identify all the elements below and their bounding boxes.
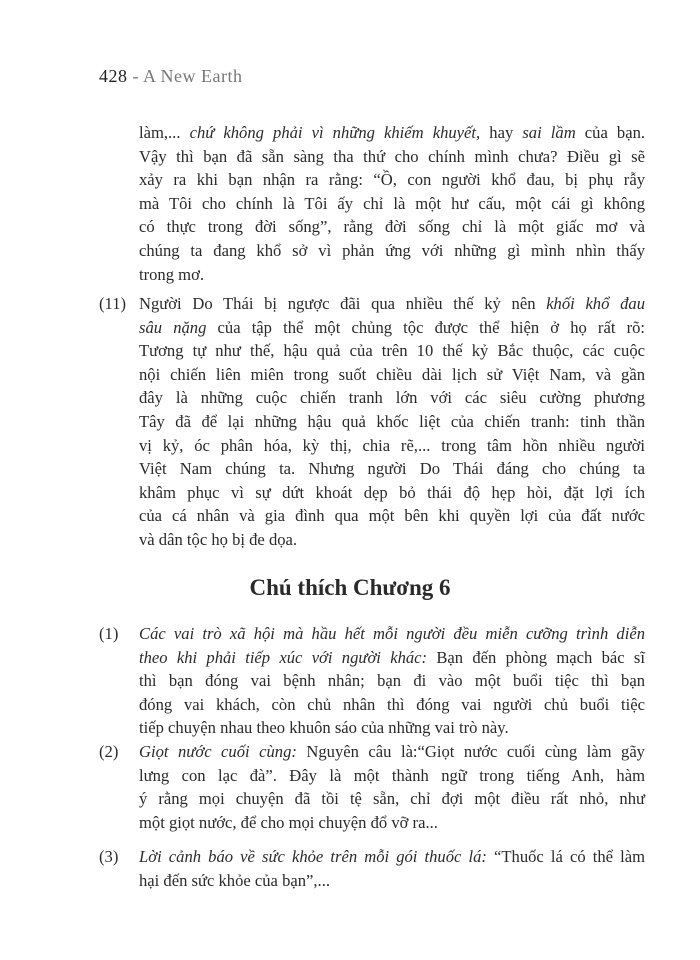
text-line — [139, 292, 645, 316]
note-2-body — [99, 740, 645, 834]
note-11-body — [99, 292, 645, 552]
text-run: vị kỷ, óc phân hóa, kỳ thị, chia rẽ,... trong tâm hồn nhiều người — [139, 435, 645, 455]
text-run: Việt Nam chúng ta. Nhưng người Do Thái đáng cho chúng ta — [139, 459, 645, 479]
text-run: của bạn. — [575, 123, 646, 142]
text-run: mà Tôi cho chính là Tôi ấy chỉ là một hư cấu, một cái gì không — [139, 193, 645, 213]
note-text — [139, 292, 645, 552]
continued-note — [99, 121, 645, 286]
italic-run: sâu nặng — [139, 317, 207, 337]
text-run: Người Do Thái bị ngược đãi qua nhiều thế kỷ nên — [139, 294, 547, 313]
text-run: Vậy thì bạn đã sẵn sàng tha thứ cho chính mình chưa? Điều gì sẽ — [139, 146, 645, 166]
page-number: 428 — [99, 66, 128, 86]
note-text — [139, 121, 645, 286]
text-line — [139, 145, 645, 169]
text-line — [139, 669, 645, 693]
italic-run: theo khi phải tiếp xúc với người khác: — [139, 647, 428, 667]
text-line — [139, 764, 645, 788]
text-run: làm,... — [139, 123, 190, 142]
chapter-heading: Chú thích Chương 6 — [249, 575, 451, 600]
text-run: tiếp chuyện nhau theo khuôn sáo của những vai trò này. — [139, 718, 509, 738]
text-run: Tương tự như thế, hậu quả của trên 10 thế kỷ Bắc thuộc, các cuộc — [139, 341, 645, 361]
text-run: “Thuốc lá có thể làm — [486, 847, 645, 866]
text-line — [139, 481, 645, 505]
text-line — [139, 845, 645, 869]
text-line — [139, 434, 645, 458]
text-run: hại đến sức khỏe của bạn”,... — [139, 870, 330, 890]
text-line — [139, 192, 645, 216]
text-run: trong mơ. — [139, 264, 205, 284]
text-line — [139, 504, 645, 528]
header-separator: - — [127, 66, 144, 86]
italic-run: khối khổ đau — [546, 294, 645, 313]
running-header — [99, 66, 243, 87]
text-line — [139, 386, 645, 410]
text-run: một giọt nước, để cho mọi chuyện đổ vỡ ra... — [139, 812, 438, 832]
text-line — [139, 410, 645, 434]
text-line — [139, 740, 645, 764]
note-11 — [99, 292, 645, 552]
text-run: Tây đã để lại những hậu quả khốc liệt của chiến tranh: tinh thần — [139, 411, 645, 431]
text-line — [139, 716, 645, 740]
text-line — [139, 363, 645, 387]
text-run: nội chiến liên miên trong suốt chiều dài lịch sử Việt Nam, và gần — [139, 364, 645, 384]
italic-run: Các vai trò xã hội mà hầu hết mỗi người đều miễn cưỡng trình diễn — [139, 624, 645, 643]
book-title: A New Earth — [143, 66, 243, 86]
text-run: xảy ra khi bạn nhận ra rằng: “Ồ, con người khổ đau, bị phụ rẫy — [139, 170, 645, 190]
continued-note-body — [99, 121, 645, 286]
text-line — [139, 622, 645, 646]
note-text — [139, 740, 645, 834]
note-1 — [99, 622, 645, 740]
text-run: của cá nhân và gia đình qua một bên khi quyền lợi của đất nước — [139, 506, 645, 526]
text-run: và dân tộc họ bị đe dọa. — [139, 529, 298, 549]
text-line — [139, 121, 645, 145]
text-line — [139, 316, 645, 340]
text-line — [139, 239, 645, 263]
text-line — [139, 693, 645, 717]
text-run: hay — [480, 123, 523, 142]
text-line — [139, 646, 645, 670]
text-run: đóng vai khách, còn chủ nhân thì đóng vai người chủ buổi tiệc — [139, 694, 645, 714]
text-line — [139, 787, 645, 811]
note-number: (2) — [99, 742, 119, 761]
note-3-body — [99, 845, 645, 892]
text-line — [139, 457, 645, 481]
note-number: (11) — [99, 294, 127, 313]
italic-run: Giọt nước cuối cùng: — [139, 742, 297, 761]
text-line — [139, 528, 645, 552]
text-run: chúng ta đang khổ sở vì phản ứng với những gì mình nhìn thấy — [139, 240, 645, 260]
text-run: lưng con lạc đà”. Đây là một thành ngữ trong tiếng Anh, hàm — [139, 765, 645, 785]
text-run: có thực trong đời sống”, rằng đời sống chỉ là một giấc mơ và — [139, 217, 645, 237]
text-line — [139, 811, 645, 835]
text-line — [139, 215, 645, 239]
note-text — [139, 845, 645, 892]
text-run: Bạn đến phòng mạch bác sĩ — [427, 647, 645, 667]
text-run: của tập thể một chủng tộc được thể hiện ở họ rất rõ: — [206, 317, 646, 337]
text-run: khâm phục vì sự dứt khoát dẹp bỏ thái độ hẹp hòi, đặt lợi ích — [139, 482, 645, 502]
text-run: thì bạn đóng vai bệnh nhân; bạn đi vào một buổi tiệc thì bạn — [139, 671, 645, 691]
italic-run: Lời cảnh báo về sức khỏe trên mỗi gói thuốc lá: — [139, 847, 487, 866]
italic-run: sai lầm — [522, 123, 576, 142]
text-line — [139, 339, 645, 363]
text-run: đây là những cuộc chiến tranh lớn với các siêu cường phương — [139, 388, 645, 408]
note-2 — [99, 740, 645, 834]
text-line — [139, 168, 645, 192]
note-3 — [99, 845, 645, 892]
note-1-body — [99, 622, 645, 740]
text-line — [139, 869, 645, 893]
text-run: ý rằng mọi chuyện đã tồi tệ sẵn, chỉ đợi một điều rất nhỏ, như — [139, 789, 645, 809]
note-number: (3) — [99, 847, 119, 866]
text-run: Nguyên câu là:“Giọt nước cuối cùng làm gãy — [296, 742, 645, 761]
note-number: (1) — [99, 624, 119, 643]
italic-run: chứ không phải vì những khiếm khuyết, — [189, 123, 481, 142]
text-line — [139, 263, 645, 287]
note-text — [139, 622, 645, 740]
